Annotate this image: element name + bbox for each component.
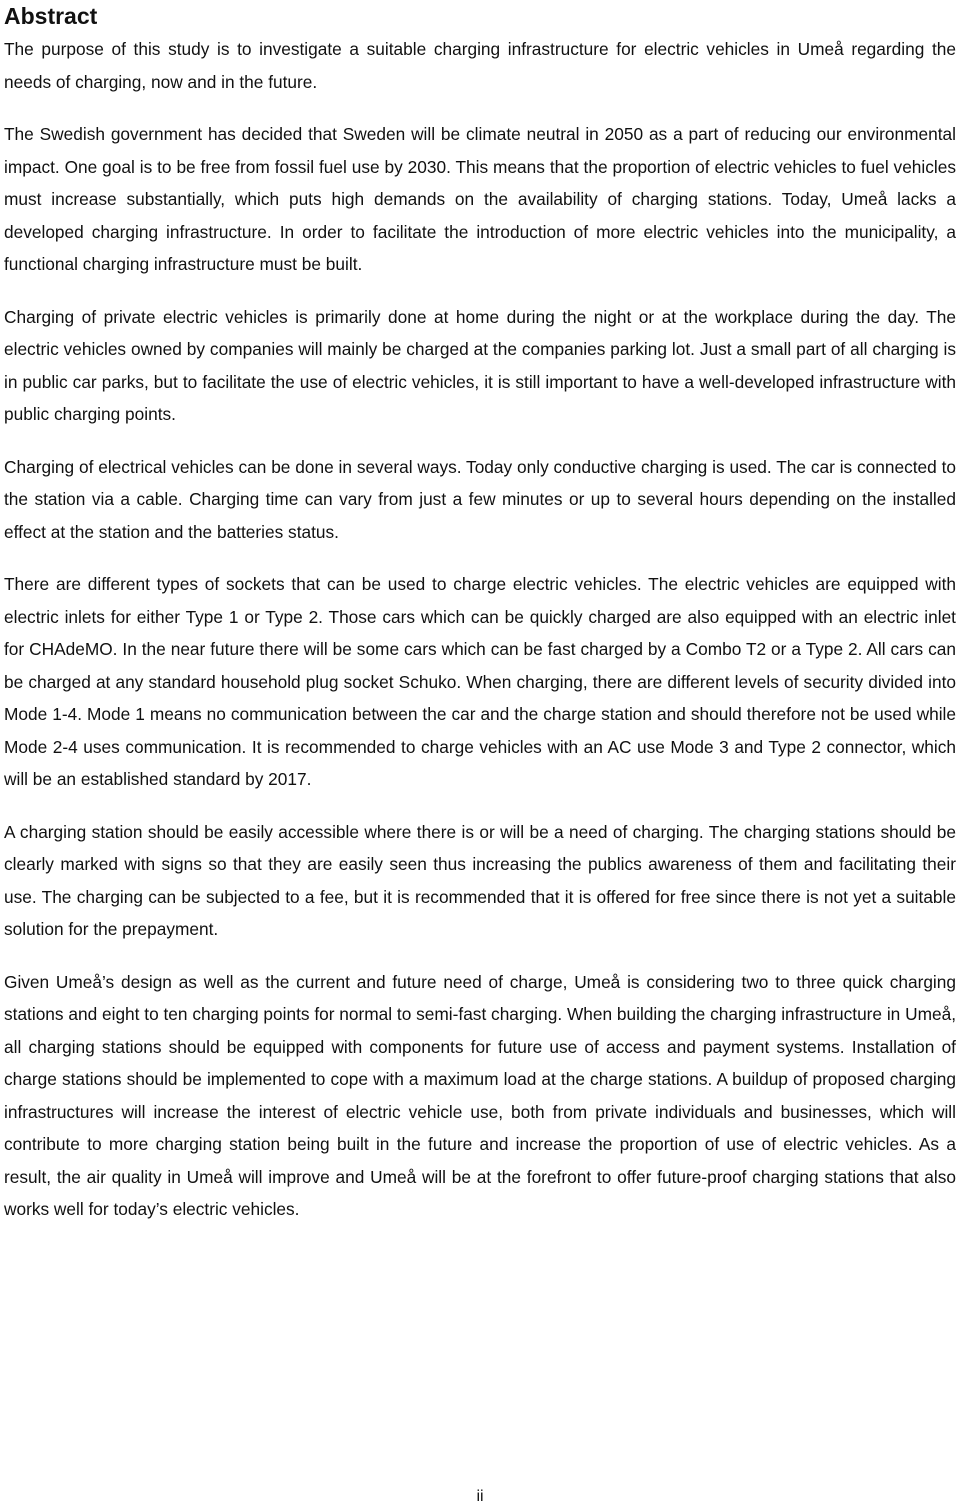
paragraph-purpose: The purpose of this study is to investigate a suitable charging infrastructure for electric vehicles in Umeå regarding the needs of charging, now and in the future. bbox=[4, 39, 956, 92]
paragraph-charging-methods: Charging of electrical vehicles can be done in several ways. Today only conductive charging is used. The car is connected to the station via a cable. Charging time can vary from just a few minutes or up to several hours depending on the installed effect at the station and the batteries status. bbox=[4, 456, 956, 542]
paragraph-government-goal: The Swedish government has decided that Sweden will be climate neutral in 2050 as a part of reducing our environmental impact. One goal is to be free from fossil fuel use by 2030. This means that the proportion of electric vehicles to fuel vehicles must increase substantially, which puts high demands on the availability of charging stations. Today, Umeå lacks a developed charging infrastructure. In order to facilitate the introduction of more electric vehicles into the municipality, a functional charging infrastructure must be built. bbox=[4, 124, 956, 274]
paragraph-socket-types: There are different types of sockets that can be used to charge electric vehicles. The electric vehicles are equipped with electric inlets for either Type 1 or Type 2. Those cars which can be quickly charged are also equipped with an electric inlet for CHAdeMO. In the near future there will be some cars which can be fast charged by a Combo T2 or a Type 2. All cars can be charged at any standard household plug socket Schuko. When charging, there are different levels of security divided into Mode 1-4. Mode 1 means no communication between the car and the charge station and should therefore not be used while Mode 2-4 uses communication. It is recommended to charge vehicles with an AC use Mode 3 and Type 2 connector, which will be an established standard by 2017. bbox=[4, 574, 956, 789]
document-page bbox=[4, 0, 956, 1246]
paragraph-charging-locations: Charging of private electric vehicles is primarily done at home during the night or at the workplace during the day. The electric vehicles owned by companies will mainly be charged at the companies parking lot. Just a small part of all charging is in public car parks, but to facilitate the use of electric vehicles, it is still important to have a well-developed infrastructure with public charging points. bbox=[4, 306, 956, 424]
page-number: ii bbox=[476, 1488, 484, 1505]
section-heading: Abstract bbox=[4, 3, 98, 29]
paragraph-umea-recommendation: Given Umeå’s design as well as the current and future need of charge, Umeå is considering two to three quick charging stations and eight to ten charging points for normal to semi-fast charging. When building the charging infrastructure in Umeå, all charging stations should be equipped with components for future use of access and payment systems. Installation of charge stations should be implemented to cope with a maximum load at the charge stations. A buildup of proposed charging infrastructures will increase the interest of electric vehicle use, both from private individuals and businesses, which will contribute to more charging station being built in the future and increase the proportion of use of electric vehicles. As a result, the air quality in Umeå will improve and Umeå will be at the forefront to offer future-proof charging stations that also works well for today’s electric vehicles. bbox=[4, 971, 956, 1219]
paragraph-station-accessibility: A charging station should be easily accessible where there is or will be a need of charging. The charging stations should be clearly marked with signs so that they are easily seen thus increasing the publics awareness of them and facilitating their use. The charging can be subjected to a fee, but it is recommended that it is offered for free since there is not yet a suitable solution for the prepayment. bbox=[4, 821, 956, 939]
